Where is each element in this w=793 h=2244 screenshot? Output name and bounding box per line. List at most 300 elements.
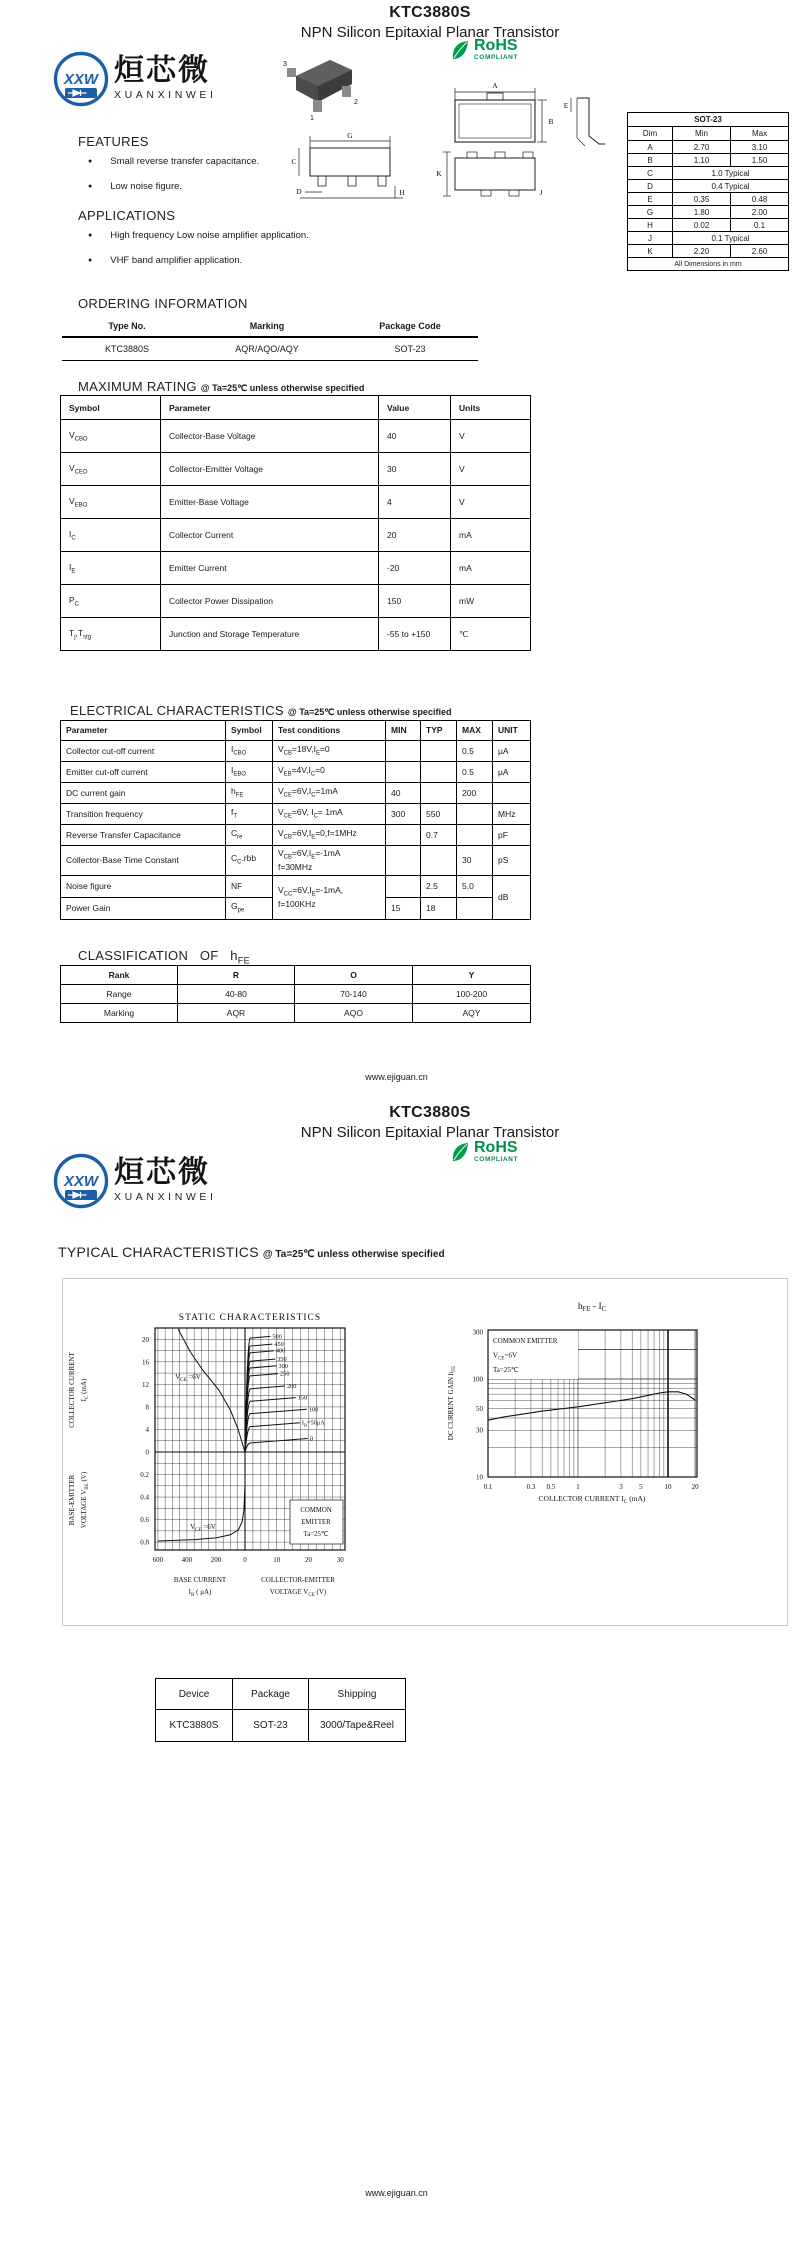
- y-tick: 16: [142, 1358, 149, 1367]
- electrical-table: [60, 720, 531, 920]
- axis-label: COLLECTOR CURRENT: [68, 1352, 76, 1428]
- curve-label: 400: [275, 1347, 286, 1355]
- axis-label: COLLECTOR-EMITTER: [261, 1576, 335, 1584]
- y-tick: 8: [145, 1403, 149, 1412]
- max-value: Emitter Current: [161, 552, 379, 585]
- table-cell: 0.35: [673, 193, 731, 206]
- elec-value: [421, 762, 457, 783]
- x-tick: 5: [639, 1483, 643, 1491]
- classification-table: [60, 965, 531, 1023]
- rohs-logo: [450, 38, 518, 64]
- table-row: [62, 316, 478, 337]
- table-row: [156, 1710, 406, 1742]
- table-row: [628, 258, 789, 271]
- table-cell: 0.02: [673, 219, 731, 232]
- curve-label: 250: [280, 1370, 290, 1378]
- y-tick: 100: [472, 1375, 483, 1384]
- axis-label: VOLTAGE $V_{BE}$ (V): [80, 1471, 90, 1529]
- ordering-header: Package Code: [342, 316, 478, 337]
- elec-value: Emitter cut-off current: [61, 762, 226, 783]
- elec-value: 5.0: [457, 876, 493, 898]
- rohs-title: RoHS: [474, 37, 518, 54]
- table-cell: 0.48: [731, 193, 789, 206]
- chart-label: H: [399, 188, 405, 197]
- curve-label: 300: [278, 1362, 288, 1370]
- table-row: [61, 783, 531, 804]
- x-tick: 30: [336, 1556, 344, 1564]
- max-value: 20: [379, 519, 451, 552]
- brand-logo-2: [52, 1152, 110, 1219]
- max-header: Value: [379, 396, 451, 420]
- electrical-heading: ELECTRICAL CHARACTERISTICS @ Ta=25℃ unless otherwise specified: [70, 703, 452, 718]
- chart-label: K: [436, 169, 442, 178]
- device-table: [155, 1678, 406, 1742]
- ordering-heading: ORDERING INFORMATION: [78, 296, 248, 311]
- y-tick: 10: [476, 1473, 483, 1482]
- page2-footer-url: www.ejiguan.cn: [365, 2188, 428, 2198]
- max-header: Symbol: [61, 396, 161, 420]
- bullet-icon: ●: [88, 232, 93, 239]
- elec-header: Parameter: [61, 721, 226, 741]
- class-value: 100-200: [413, 985, 531, 1004]
- elec-value: $V_{CB}=6V,I_E=0,f=1MHz$: [273, 825, 386, 846]
- page2-title: KTC3880S: [389, 1104, 471, 1121]
- table-row: [628, 206, 789, 219]
- elec-value: [493, 783, 531, 804]
- table-cell: J: [628, 232, 673, 245]
- bullet-icon: ●: [88, 158, 93, 165]
- dim-header: Max: [731, 127, 789, 141]
- features-list: [78, 156, 358, 206]
- ordering-header: Marking: [192, 316, 342, 337]
- device-value: SOT-23: [233, 1710, 309, 1742]
- max-rating-heading: MAXIMUM RATING @ Ta=25℃ unless otherwise specified: [78, 379, 365, 394]
- x-tick: 200: [210, 1556, 222, 1564]
- brand-name-en-2: XUANXINWEI: [114, 1191, 217, 1203]
- table-cell: K: [628, 245, 673, 258]
- elec-value: $V_{CC}=6V,I_E=-1mA$, f=100KHz: [273, 876, 386, 920]
- max-value: 30: [379, 453, 451, 486]
- elec-header: UNIT: [493, 721, 531, 741]
- elec-value: 0.5: [457, 741, 493, 762]
- max-value: mW: [451, 585, 531, 618]
- table-row: [61, 741, 531, 762]
- annotation: $V_{CE}=6V$: [493, 1351, 518, 1362]
- note-box-text: Ta=25℃: [303, 1531, 329, 1538]
- axis-label: BASE CURRENT: [173, 1576, 227, 1584]
- elec-value: dB: [493, 876, 531, 920]
- table-cell: D: [628, 180, 673, 193]
- rohs-title-2: RoHS: [474, 1139, 518, 1156]
- max-value: Emitter-Base Voltage: [161, 486, 379, 519]
- page2-subtitle: NPN Silicon Epitaxial Planar Transistor: [300, 1124, 560, 1141]
- chart-title: $h_{FE} - I_C$: [577, 1302, 607, 1313]
- table-cell: 2.70: [673, 141, 731, 154]
- table-cell: 0.1 Typical: [673, 232, 789, 245]
- table-cell: 3.10: [731, 141, 789, 154]
- elec-value: 550: [421, 804, 457, 825]
- y-tick: 12: [142, 1380, 149, 1389]
- max-value: Collector-Base Voltage: [161, 420, 379, 453]
- elec-value: Transition frequency: [61, 804, 226, 825]
- device-value: KTC3880S: [156, 1710, 233, 1742]
- elec-value: $V_{EB}=4V,I_C=0$: [273, 762, 386, 783]
- table-row: [628, 141, 789, 154]
- x-tick: 0.5: [546, 1483, 556, 1491]
- x-tick: 1: [576, 1483, 580, 1491]
- elec-value: $h_{FE}$: [226, 783, 273, 804]
- max-value: mA: [451, 552, 531, 585]
- elec-value: 200: [457, 783, 493, 804]
- chart-label: J: [539, 188, 543, 197]
- table-row: [61, 985, 531, 1004]
- elec-value: [386, 825, 421, 846]
- elec-value: [421, 741, 457, 762]
- rohs-logo-2: [450, 1140, 518, 1166]
- rohs-subtitle: COMPLIANT: [474, 54, 519, 61]
- device-header: Package: [233, 1679, 309, 1710]
- max-value: 4: [379, 486, 451, 519]
- y-tick: 0.6: [140, 1516, 149, 1525]
- table-row: [156, 1679, 406, 1710]
- dim-table-title: SOT-23: [628, 113, 789, 127]
- table-cell: 2.00: [731, 206, 789, 219]
- chart-label: B: [548, 117, 554, 126]
- curve-label: 450: [274, 1341, 284, 1349]
- table-cell: 2.60: [731, 245, 789, 258]
- elec-value: [386, 846, 421, 876]
- ordering-value: SOT-23: [342, 337, 478, 361]
- curve-label: 200: [287, 1383, 297, 1391]
- class-value: Rank: [61, 966, 178, 985]
- elec-value: 18: [421, 898, 457, 920]
- table-cell: G: [628, 206, 673, 219]
- class-value: AQY: [413, 1004, 531, 1023]
- y-tick: 0.8: [140, 1538, 149, 1547]
- elec-header: MAX: [457, 721, 493, 741]
- max-value: $T_j,T_{stg}$: [61, 618, 161, 651]
- chart-label: A: [492, 81, 498, 90]
- elec-value: Collector-Base Time Constant: [61, 846, 226, 876]
- table-cell: B: [628, 154, 673, 167]
- axis-label: BASE-EMITTER: [68, 1474, 76, 1526]
- table-row: [61, 721, 531, 741]
- table-row: [628, 232, 789, 245]
- class-value: Y: [413, 966, 531, 985]
- elec-value: pF: [493, 825, 531, 846]
- table-row: [628, 245, 789, 258]
- dim-table: [627, 112, 789, 271]
- device-header: Device: [156, 1679, 233, 1710]
- elec-value: pS: [493, 846, 531, 876]
- y-tick: 300: [472, 1328, 483, 1337]
- table-cell: 0.1: [731, 219, 789, 232]
- leaf-icon-2: [450, 1140, 472, 1166]
- table-cell: 0.4 Typical: [673, 180, 789, 193]
- list-item: [78, 156, 358, 167]
- x-tick: 10: [664, 1483, 672, 1491]
- elec-value: μA: [493, 762, 531, 783]
- ordering-header: Type No.: [62, 316, 192, 337]
- condition-label: $V_{CE} =6V$: [175, 1373, 201, 1383]
- condition-label: $V_{CE} =6V$: [190, 1523, 216, 1533]
- dim-header: Min: [673, 127, 731, 141]
- chart-label: D: [296, 187, 302, 196]
- brand-name-cn-2: 烜芯微: [114, 1155, 210, 1190]
- curve-label: 350: [277, 1356, 287, 1364]
- table-cell: H: [628, 219, 673, 232]
- elec-value: [457, 825, 493, 846]
- axis-label: DC CURRENT GAIN $h_{FE}$: [447, 1365, 457, 1441]
- elec-header: MIN: [386, 721, 421, 741]
- y-tick: 0: [145, 1448, 149, 1457]
- brand-text-2: [114, 1155, 217, 1203]
- class-value: 70-140: [295, 985, 413, 1004]
- list-item: [78, 230, 398, 241]
- table-row: [61, 762, 531, 783]
- elec-value: 2.5: [421, 876, 457, 898]
- elec-value: [457, 804, 493, 825]
- x-tick: 3: [619, 1483, 623, 1491]
- elec-value: 0.5: [457, 762, 493, 783]
- y-tick: 0.2: [140, 1471, 149, 1480]
- y-tick: 0.4: [140, 1493, 149, 1502]
- x-tick: 400: [181, 1556, 193, 1564]
- max-value: $I_C$: [61, 519, 161, 552]
- chart-label: G: [347, 131, 353, 140]
- list-item-text: High frequency Low noise amplifier application.: [110, 230, 309, 241]
- annotation: Ta=25℃: [493, 1366, 519, 1374]
- table-row: [628, 154, 789, 167]
- x-tick: 20: [304, 1556, 312, 1564]
- table-row: [61, 804, 531, 825]
- elec-value: 0.7: [421, 825, 457, 846]
- chart-title: STATIC CHARACTERISTICS: [178, 1313, 322, 1323]
- x-tick: 600: [152, 1556, 164, 1564]
- elec-value: 30: [457, 846, 493, 876]
- table-row: [628, 127, 789, 141]
- device-value: 3000/Tape&Reel: [309, 1710, 406, 1742]
- table-cell: 1.0 Typical: [673, 167, 789, 180]
- ordering-value: KTC3880S: [62, 337, 192, 361]
- table-row: [628, 180, 789, 193]
- max-value: $V_{CEO}$: [61, 453, 161, 486]
- elec-value: μA: [493, 741, 531, 762]
- max-value: ℃: [451, 618, 531, 651]
- axis-label: $I_B$ ( μA): [188, 1588, 212, 1598]
- max-value: -20: [379, 552, 451, 585]
- table-row: [628, 113, 789, 127]
- table-cell: 1.10: [673, 154, 731, 167]
- max-value: V: [451, 486, 531, 519]
- chart-label: C: [291, 157, 297, 166]
- curve-label: $I_B=50\mu A$: [301, 1419, 325, 1428]
- elec-value: Power Gain: [61, 898, 226, 920]
- svg-text:XXW: XXW: [63, 71, 99, 88]
- axis-label: VOLTAGE $V_{CE}$ (V): [269, 1588, 327, 1598]
- table-row: [61, 453, 531, 486]
- list-item: [78, 181, 358, 192]
- note-box-text: EMITTER: [301, 1519, 331, 1526]
- max-value: $P_C$: [61, 585, 161, 618]
- typical-heading: TYPICAL CHARACTERISTICS @ Ta=25℃ unless otherwise specified: [58, 1244, 445, 1260]
- table-row: [61, 396, 531, 420]
- class-value: AQO: [295, 1004, 413, 1023]
- class-value: AQR: [178, 1004, 295, 1023]
- curve-label: 100: [308, 1406, 319, 1414]
- elec-value: [421, 846, 457, 876]
- ordering-table: [62, 316, 478, 361]
- table-cell: 2.20: [673, 245, 731, 258]
- table-row: [61, 966, 531, 985]
- table-row: [61, 519, 531, 552]
- class-value: 40-80: [178, 985, 295, 1004]
- applications-heading: APPLICATIONS: [78, 208, 176, 223]
- elec-value: $V_{CE}=6V$, $I_C= 1mA$: [273, 804, 386, 825]
- brand-text: [114, 53, 217, 101]
- elec-value: [457, 898, 493, 920]
- annotation: COMMON EMITTER: [493, 1337, 558, 1345]
- table-row: [61, 1004, 531, 1023]
- brand-logo-mark-2: [52, 1152, 110, 1214]
- axis-label: $I_C$ (mA): [80, 1378, 90, 1402]
- max-value: 40: [379, 420, 451, 453]
- ordering-value: AQR/AQO/AQY: [192, 337, 342, 361]
- elec-value: MHz: [493, 804, 531, 825]
- note-box-text: COMMON: [300, 1507, 332, 1514]
- table-cell: A: [628, 141, 673, 154]
- max-rating-table: [60, 395, 531, 651]
- class-value: O: [295, 966, 413, 985]
- max-value: $I_E$: [61, 552, 161, 585]
- table-row: [628, 219, 789, 232]
- max-value: V: [451, 420, 531, 453]
- list-item-text: Low noise figure.: [110, 181, 183, 192]
- max-value: mA: [451, 519, 531, 552]
- elec-header: Symbol: [226, 721, 273, 741]
- curve-label: 500: [272, 1333, 282, 1341]
- max-value: Collector-Emitter Voltage: [161, 453, 379, 486]
- elec-value: $V_{CB}=18V,I_E=0$: [273, 741, 386, 762]
- max-value: $V_{CBO}$: [61, 420, 161, 453]
- dim-table-footer: All Dimensions in mm: [628, 258, 789, 271]
- hfe-ic-chart: [435, 1285, 775, 1585]
- list-item-text: VHF band amplifier application.: [110, 255, 243, 266]
- leaf-icon: [450, 38, 472, 64]
- y-tick: 30: [476, 1426, 483, 1435]
- class-value: R: [178, 966, 295, 985]
- x-tick: 0: [243, 1556, 247, 1564]
- pin1-label: 1: [310, 115, 314, 122]
- svg-text:XXW: XXW: [63, 1173, 99, 1190]
- brand-logo-mark: [52, 50, 110, 112]
- elec-value: $G_{pe}$: [226, 898, 273, 920]
- max-value: V: [451, 453, 531, 486]
- table-row: [61, 846, 531, 876]
- max-value: $V_{EBO}$: [61, 486, 161, 519]
- table-cell: C: [628, 167, 673, 180]
- elec-value: NF: [226, 876, 273, 898]
- table-row: [61, 552, 531, 585]
- table-row: [628, 193, 789, 206]
- elec-value: Reverse Transfer Capacitance: [61, 825, 226, 846]
- table-row: [61, 585, 531, 618]
- pin2-label: 2: [354, 99, 358, 106]
- brand-logo: [52, 50, 110, 117]
- y-tick: 50: [476, 1405, 483, 1414]
- elec-value: DC current gain: [61, 783, 226, 804]
- curve-label: 0: [309, 1435, 314, 1443]
- list-item: [78, 255, 398, 266]
- table-row: [61, 618, 531, 651]
- list-item-text: Small reverse transfer capacitance.: [110, 156, 260, 167]
- classification-heading: CLASSIFICATION OF $h_{FE}$: [78, 948, 251, 966]
- max-value: -55 to +150: [379, 618, 451, 651]
- table-cell: 1.80: [673, 206, 731, 219]
- elec-value: $C_C.rbb$: [226, 846, 273, 876]
- y-tick: 20: [142, 1335, 149, 1344]
- page-title: KTC3880S: [389, 4, 471, 21]
- page-subtitle: NPN Silicon Epitaxial Planar Transistor: [300, 24, 560, 41]
- max-value: Collector Power Dissipation: [161, 585, 379, 618]
- elec-value: [386, 762, 421, 783]
- class-value: Range: [61, 985, 178, 1004]
- class-value: Marking: [61, 1004, 178, 1023]
- table-row: [61, 420, 531, 453]
- elec-value: 300: [386, 804, 421, 825]
- bullet-icon: ●: [88, 257, 93, 264]
- features-heading: FEATURES: [78, 134, 149, 149]
- max-value: Collector Current: [161, 519, 379, 552]
- device-header: Shipping: [309, 1679, 406, 1710]
- max-header: Units: [451, 396, 531, 420]
- pin3-label: 3: [283, 61, 287, 68]
- elec-value: $C_{re}$: [226, 825, 273, 846]
- table-row: [61, 825, 531, 846]
- brand-name-en: XUANXINWEI: [114, 89, 217, 101]
- page2-header: [70, 1104, 790, 1141]
- table-row: [62, 337, 478, 361]
- page1-footer-url: www.ejiguan.cn: [365, 1072, 428, 1082]
- x-tick: 0.3: [526, 1483, 536, 1491]
- elec-value: [386, 741, 421, 762]
- chart-label: E: [563, 101, 569, 110]
- max-header: Parameter: [161, 396, 379, 420]
- applications-list: [78, 230, 398, 280]
- static-characteristics-chart: [60, 1285, 395, 1610]
- elec-value: [421, 783, 457, 804]
- elec-value: [386, 876, 421, 898]
- table-row: [61, 876, 531, 898]
- max-value: Junction and Storage Temperature: [161, 618, 379, 651]
- elec-value: $f_T$: [226, 804, 273, 825]
- x-tick: 10: [273, 1556, 281, 1564]
- elec-value: 15: [386, 898, 421, 920]
- elec-header: Test conditions: [273, 721, 386, 741]
- axis-label: COLLECTOR CURRENT $I_C$ (mA): [538, 1494, 646, 1505]
- table-cell: 1.50: [731, 154, 789, 167]
- curve-label: 150: [297, 1394, 308, 1402]
- y-tick: 4: [145, 1425, 149, 1434]
- elec-value: 40: [386, 783, 421, 804]
- bullet-icon: ●: [88, 183, 93, 190]
- brand-name-cn: 烜芯微: [114, 53, 210, 88]
- table-row: [628, 167, 789, 180]
- x-tick: 0.1: [483, 1483, 493, 1491]
- table-cell: E: [628, 193, 673, 206]
- table-row: [61, 486, 531, 519]
- dim-header: Dim: [628, 127, 673, 141]
